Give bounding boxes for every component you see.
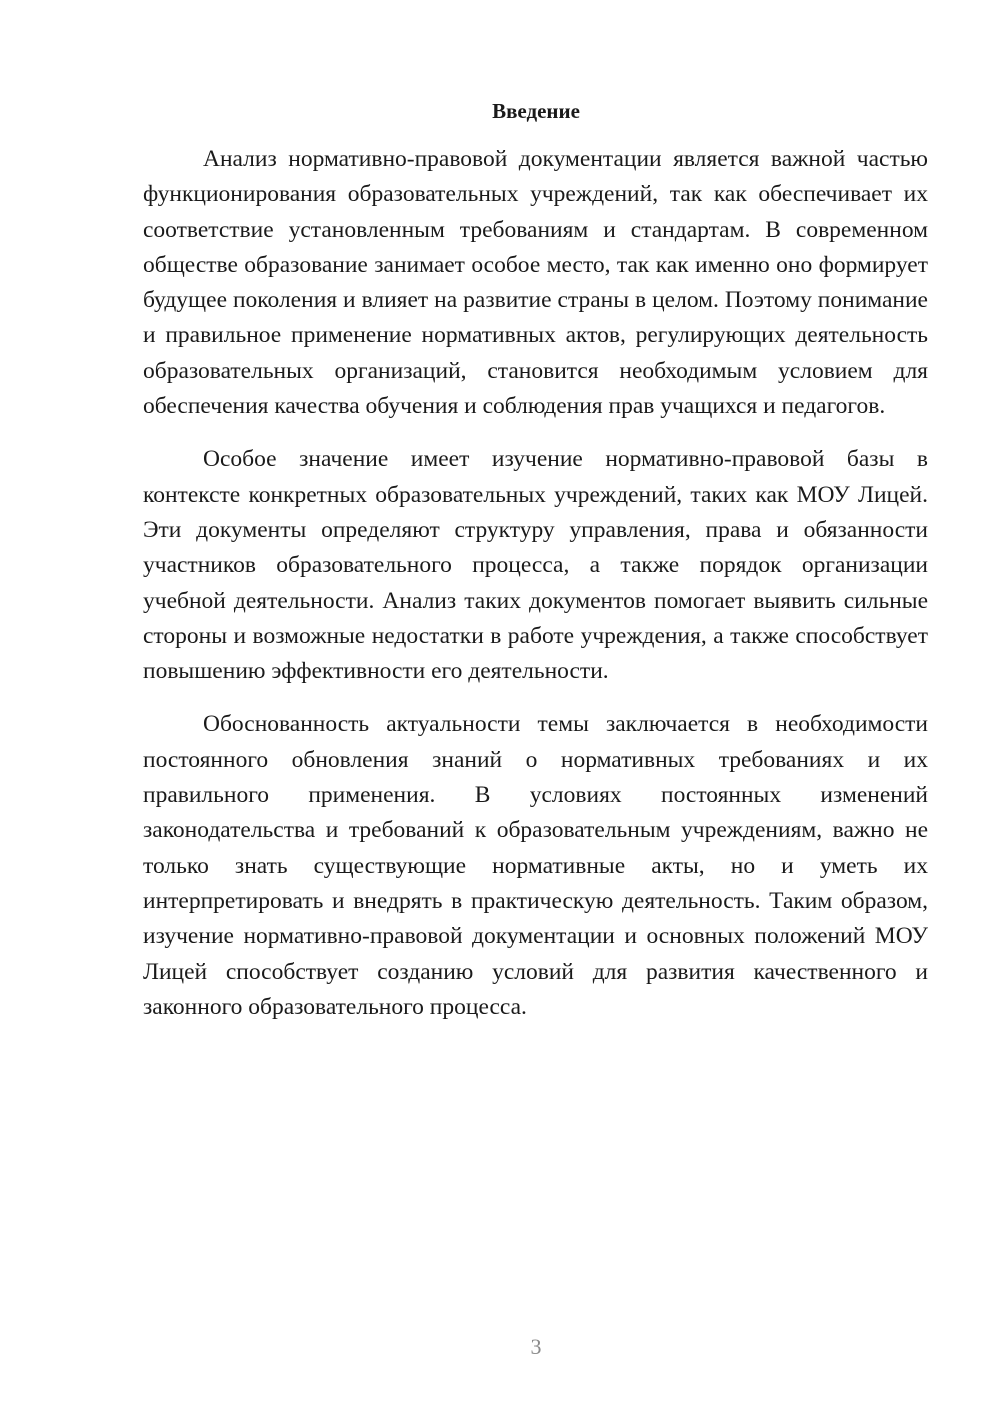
page-number: 3	[530, 1334, 542, 1359]
paragraph-3: Обоснованность актуальности темы заключается в необходимости постоянного обновления знаний о нормативных требованиях и их правильного применения. В условиях постоянных изменений законодательства и требований к образовательным учреждениям, важно не только знать существующие нормативные акты, но и уметь их интерпретировать и внедрять в практическую деятельность. Таким образом, изучение нормативно-правовой документации и основных положений МОУ Лицей способствует созданию условий для развития качественного и законного образовательного процесса.	[143, 711, 928, 1020]
section-heading: Введение	[492, 99, 580, 123]
paragraph-2: Особое значение имеет изучение нормативно-правовой базы в контексте конкретных образовательных учреждений, таких как МОУ Лицей. Эти документы определяют структуру управления, права и обязанности участников образовательного процесса, а также порядок организации учебной деятельности. Анализ таких документов помогает выявить сильные стороны и возможные недостатки в работе учреждения, а также способствует повышению эффективности его деятельности.	[143, 446, 928, 685]
paragraph-1: Анализ нормативно-правовой документации является важной частью функционирования образовательных учреждений, так как обеспечивает их соответствие установленным требованиям и стандартам. В современном обществе образование занимает особое место, так как именно оно формирует будущее поколения и влияет на развитие страны в целом. Поэтому понимание и правильное применение нормативных актов, регулирующих деятельность образовательных организаций, становится необходимым условием для обеспечения качества обучения и соблюдения прав учащихся и педагогов.	[143, 146, 928, 420]
body-text	[143, 142, 928, 1025]
